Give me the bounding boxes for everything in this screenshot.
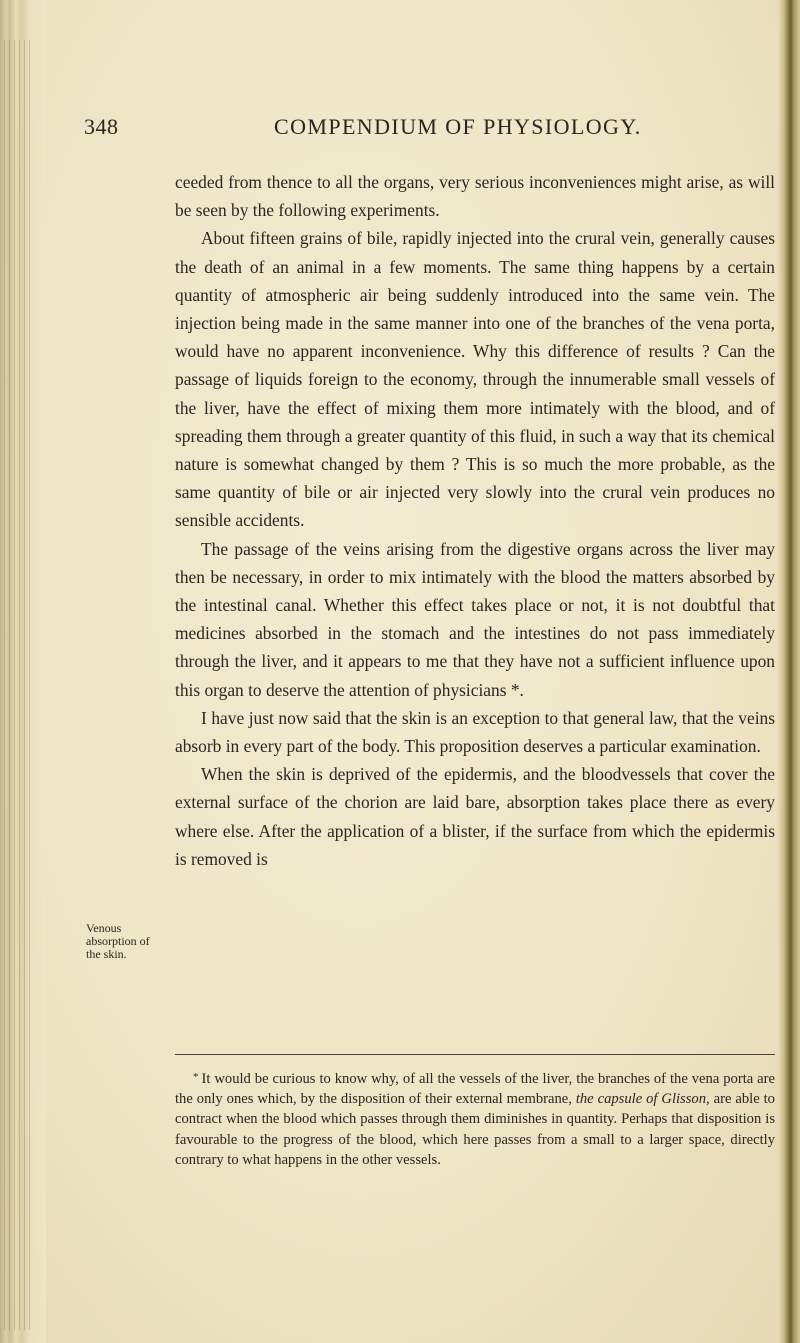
footnote-italic: the capsule of Glisson, xyxy=(575,1091,710,1108)
footnote-marker: * xyxy=(193,1071,199,1083)
page-number: 348 xyxy=(84,114,119,139)
footnote xyxy=(175,1067,775,1170)
paragraph-venous-absorption: When the skin is deprived of the epidermis, and the bloodvessels that cover the external surface of the chorion are laid bare, absorption takes place there as every where else. After the application of a blister, if the surface from which the epidermis is removed is xyxy=(175,764,775,869)
binding-edge-texture xyxy=(4,40,32,1330)
footnote-rule xyxy=(175,1054,775,1055)
paragraph-bile-injection: About fifteen grains of bile, rapidly injected into the crural vein, generally causes the death of an animal in a few moments. The same thing happens by a certain quantity of atmospheric air being suddenly introduced into the same vein. The injection being made in the same manner into one of the branches of the vena porta, would have no apparent inconvenience. Why this difference of results ? Can the passage of liquids foreign to the economy, through the innumerable small vessels of the liver, have the effect of mixing them more intimately with the blood, and of spreading them through a greater quantity of this fluid, in such a way that its chemical nature is somewhat changed by them ? This is so much the more probable, as the same quantity of bile or air injected very slowly into the crural vein produces no sensible accidents. xyxy=(175,228,775,531)
margin-note: Venous absorption of the skin. xyxy=(86,921,150,961)
page-header xyxy=(84,114,774,144)
footnote-text-after: are able to contract when the blood which passes through them diminishes in quantity. Perhaps that disposition is favourable to the progress of the blood, which here passes from a small to a larger space, directly contrary to what happens in the other vessels. xyxy=(175,1091,775,1168)
paragraph-skin-exception: I have just now said that the skin is an exception to that general law, that the veins absorb in every part of the body. This proposition deserves a particular examination. xyxy=(175,707,775,757)
footnote-text-before: It would be curious to know why, of all the vessels of the liver, the branches of the vena porta are the only ones which, by the disposition of their external membrane, xyxy=(175,1071,775,1108)
binding-edge xyxy=(0,0,46,1343)
paragraph-liver-passage: The passage of the veins arising from the digestive organs across the liver may then be necessary, in order to mix intimately with the blood the matters absorbed by the intestinal canal. Whether this effect takes place or not, it is not doubtful that medicines absorbed in the stomach and the intestines do not pass immediately through the liver, and it appears to me that they have not a sufficient influence upon this organ to deserve the attention of physicians *. xyxy=(175,538,775,700)
page-fore-edge xyxy=(778,0,800,1343)
main-text xyxy=(175,168,775,873)
running-head: COMPENDIUM OF PHYSIOLOGY. xyxy=(274,114,642,139)
paragraph-continuation: ceeded from thence to all the organs, very serious inconveniences might arise, as will be seen by the following experiments. xyxy=(175,172,775,221)
